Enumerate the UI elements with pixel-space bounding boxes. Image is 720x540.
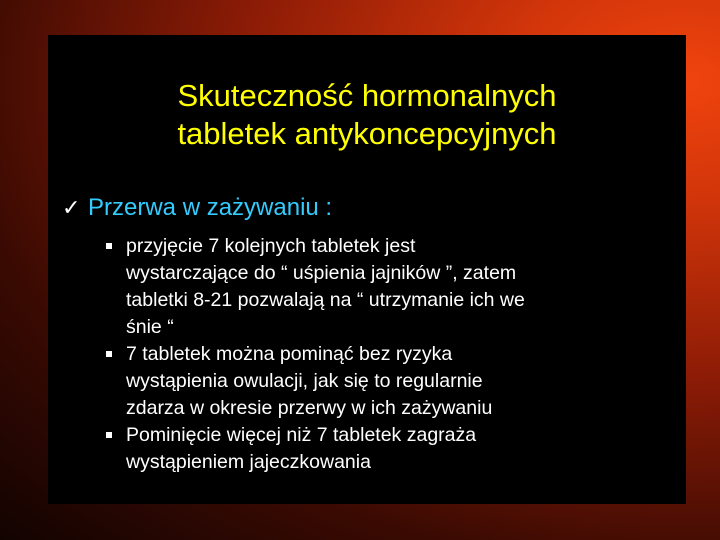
square-bullet-icon xyxy=(106,432,112,438)
title-line-2: tabletek antykoncepcyjnych xyxy=(177,116,557,151)
list-item xyxy=(106,341,666,422)
bullet-line: śnie “ xyxy=(126,316,174,338)
bullet-list xyxy=(106,233,666,476)
list-item xyxy=(106,422,666,476)
bullet-line: 7 tabletek można pominąć bez ryzyka xyxy=(126,343,453,365)
bullet-line: wystąpienia owulacji, jak się to regularnie xyxy=(126,370,483,392)
bullet-line: wystarczające do “ uśpienia jajników ”, zatem xyxy=(126,262,517,284)
list-item xyxy=(106,233,666,341)
bullet-line: tabletki 8-21 pozwalają na “ utrzymanie ich we xyxy=(126,289,525,311)
square-bullet-icon xyxy=(106,243,112,249)
section-heading xyxy=(62,193,332,223)
bullet-line: Pominięcie więcej niż 7 tabletek zagraża xyxy=(126,424,477,446)
square-bullet-icon xyxy=(106,351,112,357)
bullet-line: wystąpieniem jajeczkowania xyxy=(126,451,371,473)
checkmark-icon: ✓ xyxy=(62,195,81,220)
section-heading-text: Przerwa w zażywaniu : xyxy=(88,194,333,221)
bullet-line: zdarza w okresie przerwy w ich zażywaniu xyxy=(126,397,493,419)
bullet-line: przyjęcie 7 kolejnych tabletek jest xyxy=(126,235,416,257)
slide-panel xyxy=(48,35,686,504)
slide-title xyxy=(48,77,686,153)
title-line-1: Skuteczność hormonalnych xyxy=(177,78,557,113)
